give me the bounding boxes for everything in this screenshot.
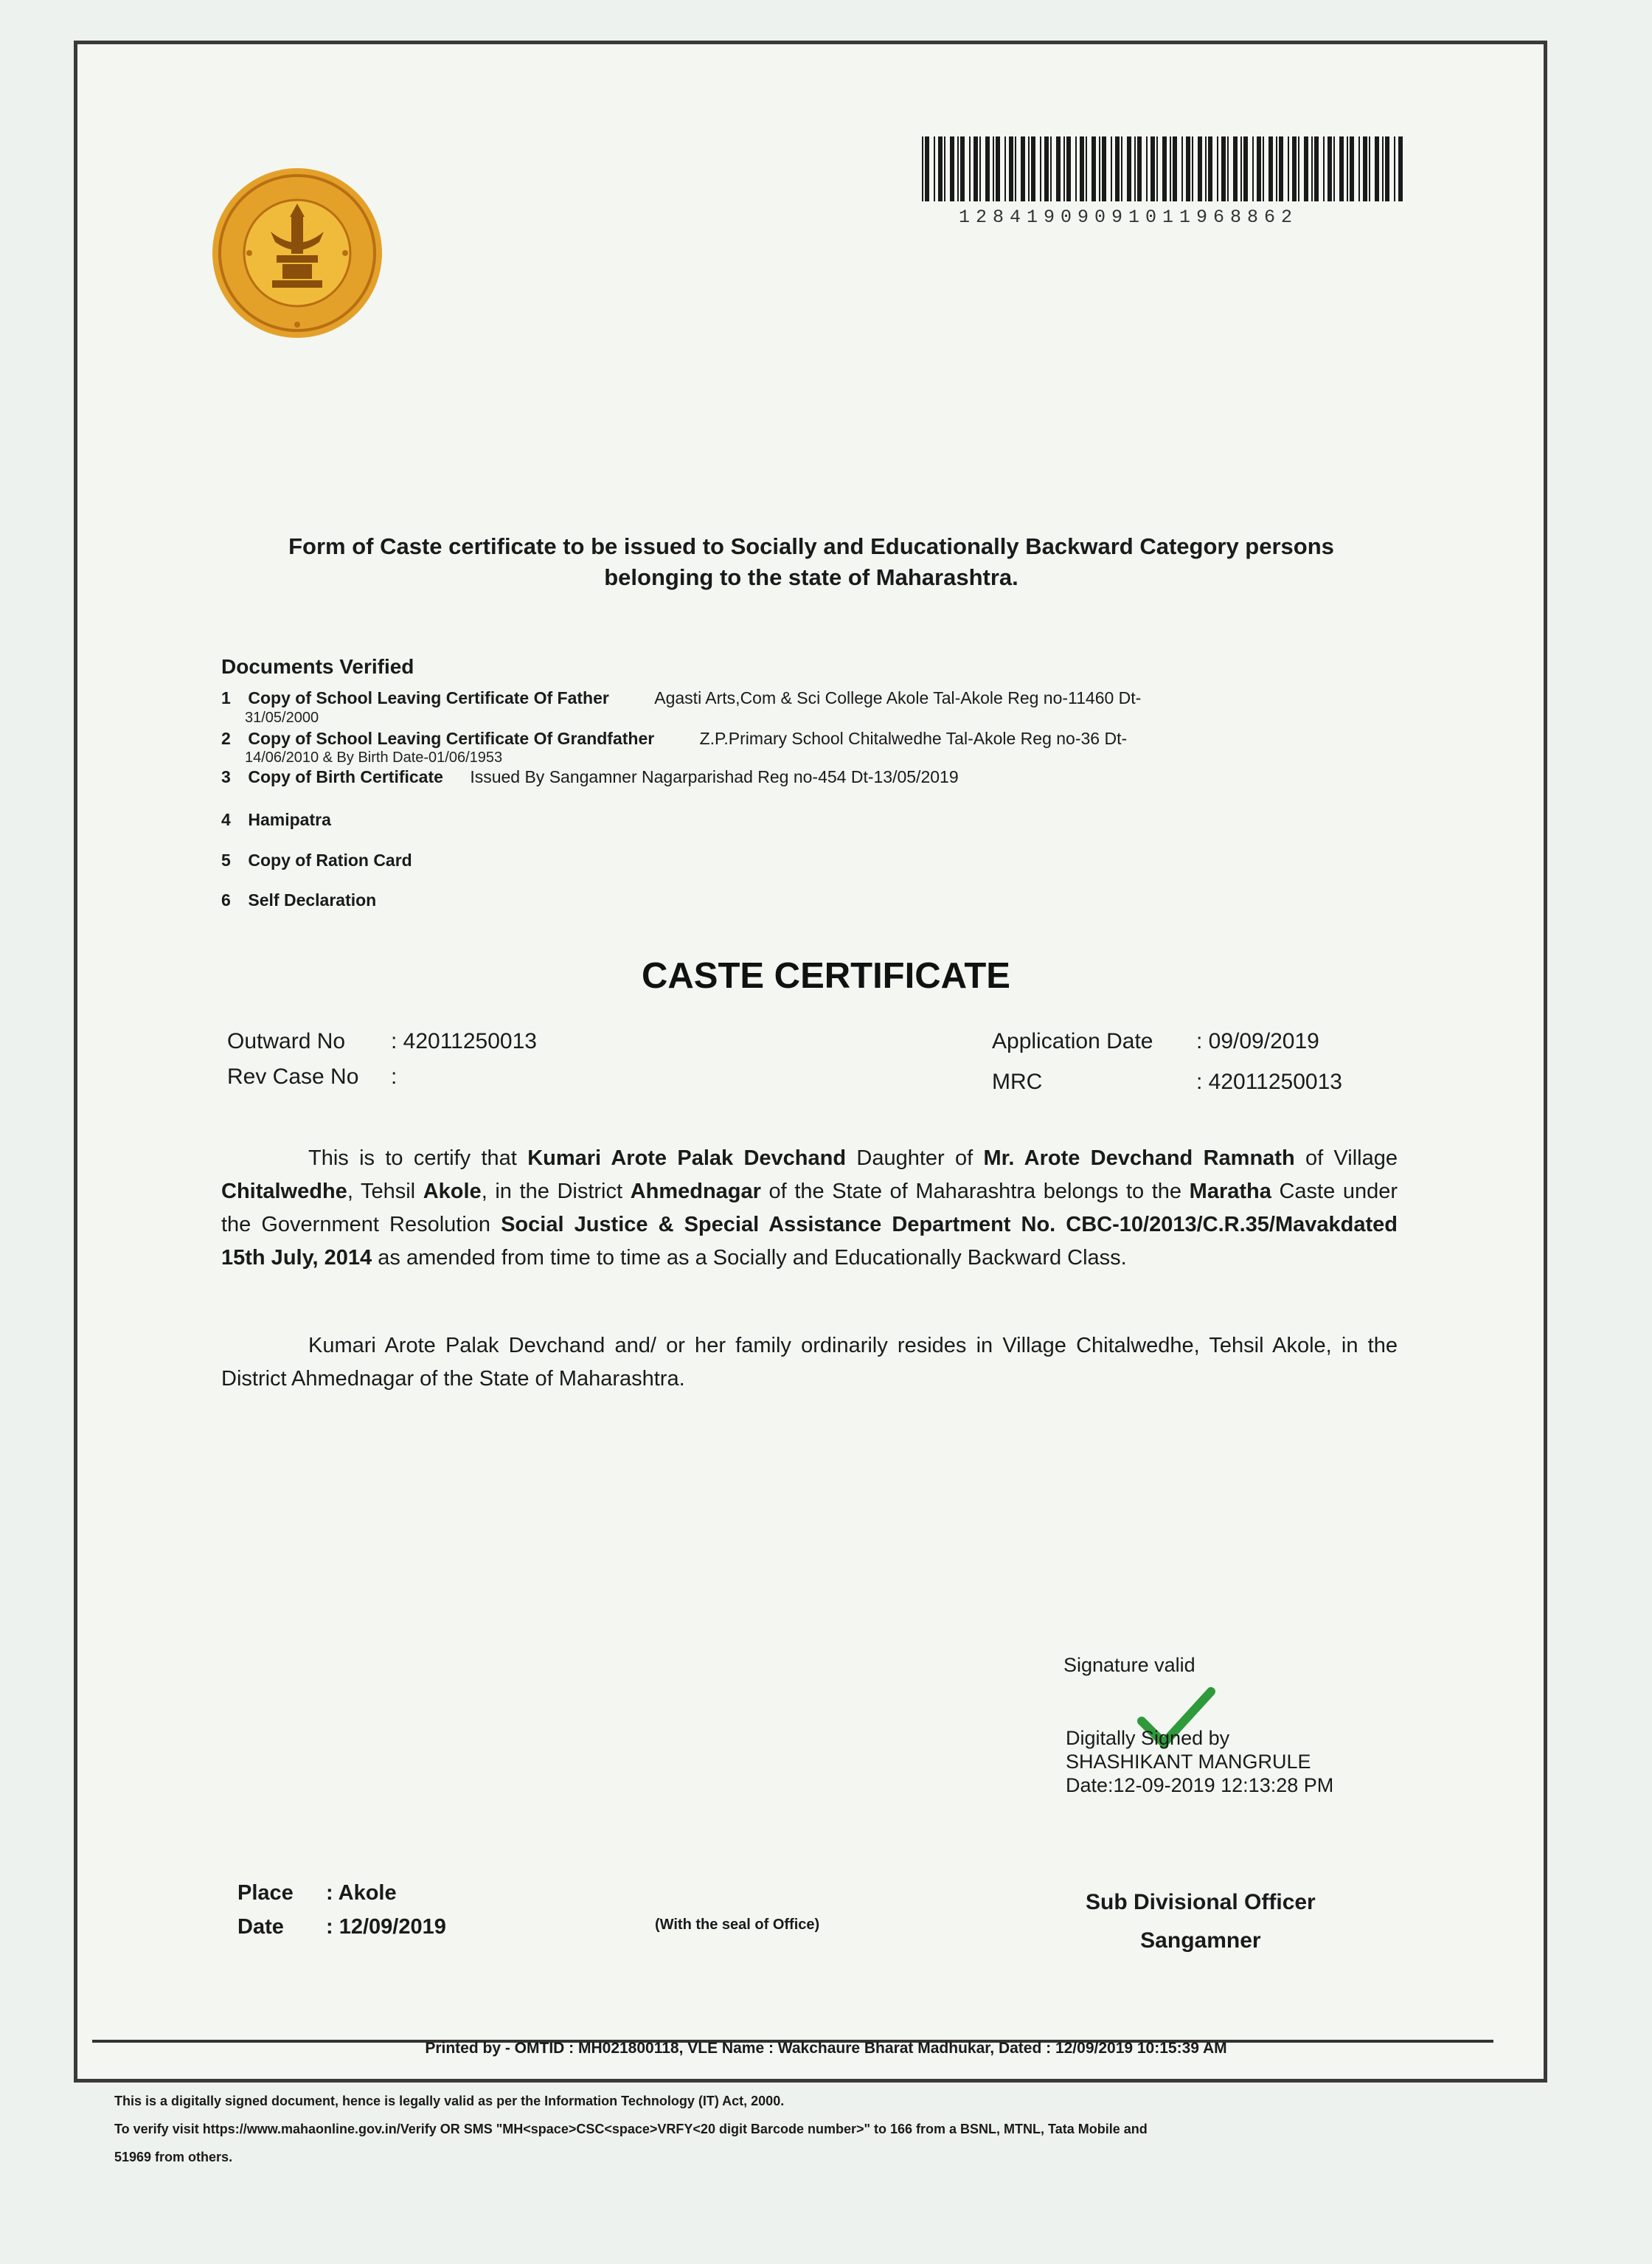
heading-line-2: belonging to the state of Maharashtra.: [604, 564, 1018, 590]
place-label: Place: [237, 1881, 294, 1905]
officer-title: Sub Divisional Officer: [1086, 1890, 1316, 1914]
issuing-officer: [1086, 1883, 1316, 1960]
caste-name: Maratha: [1189, 1180, 1271, 1203]
signature-date: Date:12-09-2019 12:13:28 PM: [1066, 1774, 1334, 1796]
certification-paragraph: This is to certify that Kumari Arote Palak Devchand Daughter of Mr. Arote Devchand Ramnath of Village Chitalwedhe, Tehsil Akole, in the District Ahmednagar of the State of Maharashtra belongs to the Maratha Caste under the Government Resolution Social Justice & Special Assistance Department No. CBC-10/2013/C.R.35/Mavakdated 15th July, 2014 as amended from time to time as a Socially and Educationally Backward Class.: [221, 1146, 1398, 1270]
residence-paragraph: Kumari Arote Palak Devchand and/ or her family ordinarily resides in Village Chitalwedhe, Tehsil Akole, in the District Ahmednagar of the State of Maharashtra.: [221, 1334, 1398, 1391]
document-name: Copy of Birth Certificate: [248, 767, 443, 786]
digital-signature-block: [1066, 1726, 1333, 1797]
applicant-name: Kumari Arote Palak Devchand: [527, 1146, 847, 1170]
application-date-value: : 09/09/2019: [1196, 1029, 1319, 1053]
footer-verify-continued: 51969 from others.: [114, 2150, 233, 2164]
seal-of-office-note: (With the seal of Office): [655, 1917, 820, 1933]
document-name: Hamipatra: [248, 810, 331, 829]
document-item-3: 3 Copy of Birth Certificate Issued By Sangamner Nagarparishad Reg no-454 Dt-13/05/2019: [221, 767, 959, 786]
footer-legal-note: This is a digitally signed document, hence is legally valid as per the Information Technology (IT) Act, 2000.: [114, 2094, 785, 2108]
document-detail: Issued By Sangamner Nagarparishad Reg no-454 Dt-13/05/2019: [470, 767, 959, 786]
document-name: Copy of School Leaving Certificate Of Father: [248, 688, 609, 707]
certificate-title: CASTE CERTIFICATE: [642, 956, 1010, 996]
document-detail: Agasti Arts,Com & Sci College Akole Tal-Akole Reg no-11460 Dt-: [654, 688, 1142, 707]
tehsil-name: Akole: [423, 1180, 482, 1203]
rev-case-value: :: [391, 1065, 398, 1089]
footer-verify-instructions: To verify visit https://www.mahaonline.gov.in/Verify OR SMS "MH<space>CSC<space>VRFY<20 digit Barcode number>" to 166 from a BSNL, MTNL, Tata Mobile and: [114, 2122, 1148, 2136]
signature-valid-label: Signature valid: [1063, 1654, 1195, 1676]
signer-name: SHASHIKANT MANGRULE: [1066, 1751, 1311, 1773]
barcode-image: [922, 136, 1403, 201]
document-name: Self Declaration: [248, 890, 377, 910]
document-item-2: 2 Copy of School Leaving Certificate Of Grandfather Z.P.Primary School Chitalwedhe Tal-Akole Reg no-36 Dt-: [221, 729, 1128, 748]
certificate-heading: [148, 531, 1475, 593]
mrc-label: MRC: [992, 1070, 1043, 1094]
father-name: Mr. Arote Devchand Ramnath: [983, 1146, 1295, 1170]
document-detail-continued: 31/05/2000: [245, 710, 319, 726]
government-seal: [209, 161, 386, 345]
document-detail: Z.P.Primary School Chitalwedhe Tal-Akole Reg no-36 Dt-: [699, 729, 1128, 748]
document-detail-continued: 14/06/2010 & By Birth Date-01/06/1953: [245, 750, 503, 766]
document-item-6: 6 Self Declaration: [221, 890, 377, 910]
officer-office: Sangamner: [1140, 1928, 1261, 1953]
place-date-block: [237, 1876, 446, 1944]
document-name: Copy of School Leaving Certificate Of Grandfather: [248, 729, 655, 748]
mrc-value: : 42011250013: [1196, 1070, 1342, 1094]
signature-line-1: Digitally Signed by: [1066, 1727, 1230, 1749]
document-item-4: 4 Hamipatra: [221, 810, 331, 829]
outward-no-value: : 42011250013: [391, 1029, 537, 1053]
heading-line-1: Form of Caste certificate to be issued to Socially and Educationally Backward Category persons: [288, 533, 1334, 559]
place-value: : Akole: [326, 1881, 397, 1905]
village-name: Chitalwedhe: [221, 1180, 347, 1203]
document-name: Copy of Ration Card: [248, 851, 412, 870]
date-value: : 12/09/2019: [326, 1915, 446, 1939]
printed-by-line: Printed by - OMTID : MH021800118, VLE Name : Wakchaure Bharat Madhukar, Dated : 12/09/2019 10:15:39 AM: [425, 2040, 1227, 2057]
rev-case-label: Rev Case No: [227, 1065, 359, 1089]
document-item-5: 5 Copy of Ration Card: [221, 851, 412, 870]
district-name: Ahmednagar: [630, 1180, 761, 1203]
barcode-number: 12841909091011968862: [959, 207, 1299, 228]
document-item-1: 1 Copy of School Leaving Certificate Of Father Agasti Arts,Com & Sci College Akole Tal-Akole Reg no-11460 Dt-: [221, 688, 1142, 707]
application-date-label: Application Date: [992, 1029, 1153, 1053]
outward-no-label: Outward No: [227, 1029, 346, 1053]
government-resolution: Social Justice & Special Assistance Department No. CBC-10/2013/C.R.35/Mavakdated 15th July, 2014: [221, 1213, 1398, 1270]
documents-verified-title: Documents Verified: [221, 655, 414, 678]
date-label: Date: [237, 1915, 284, 1939]
